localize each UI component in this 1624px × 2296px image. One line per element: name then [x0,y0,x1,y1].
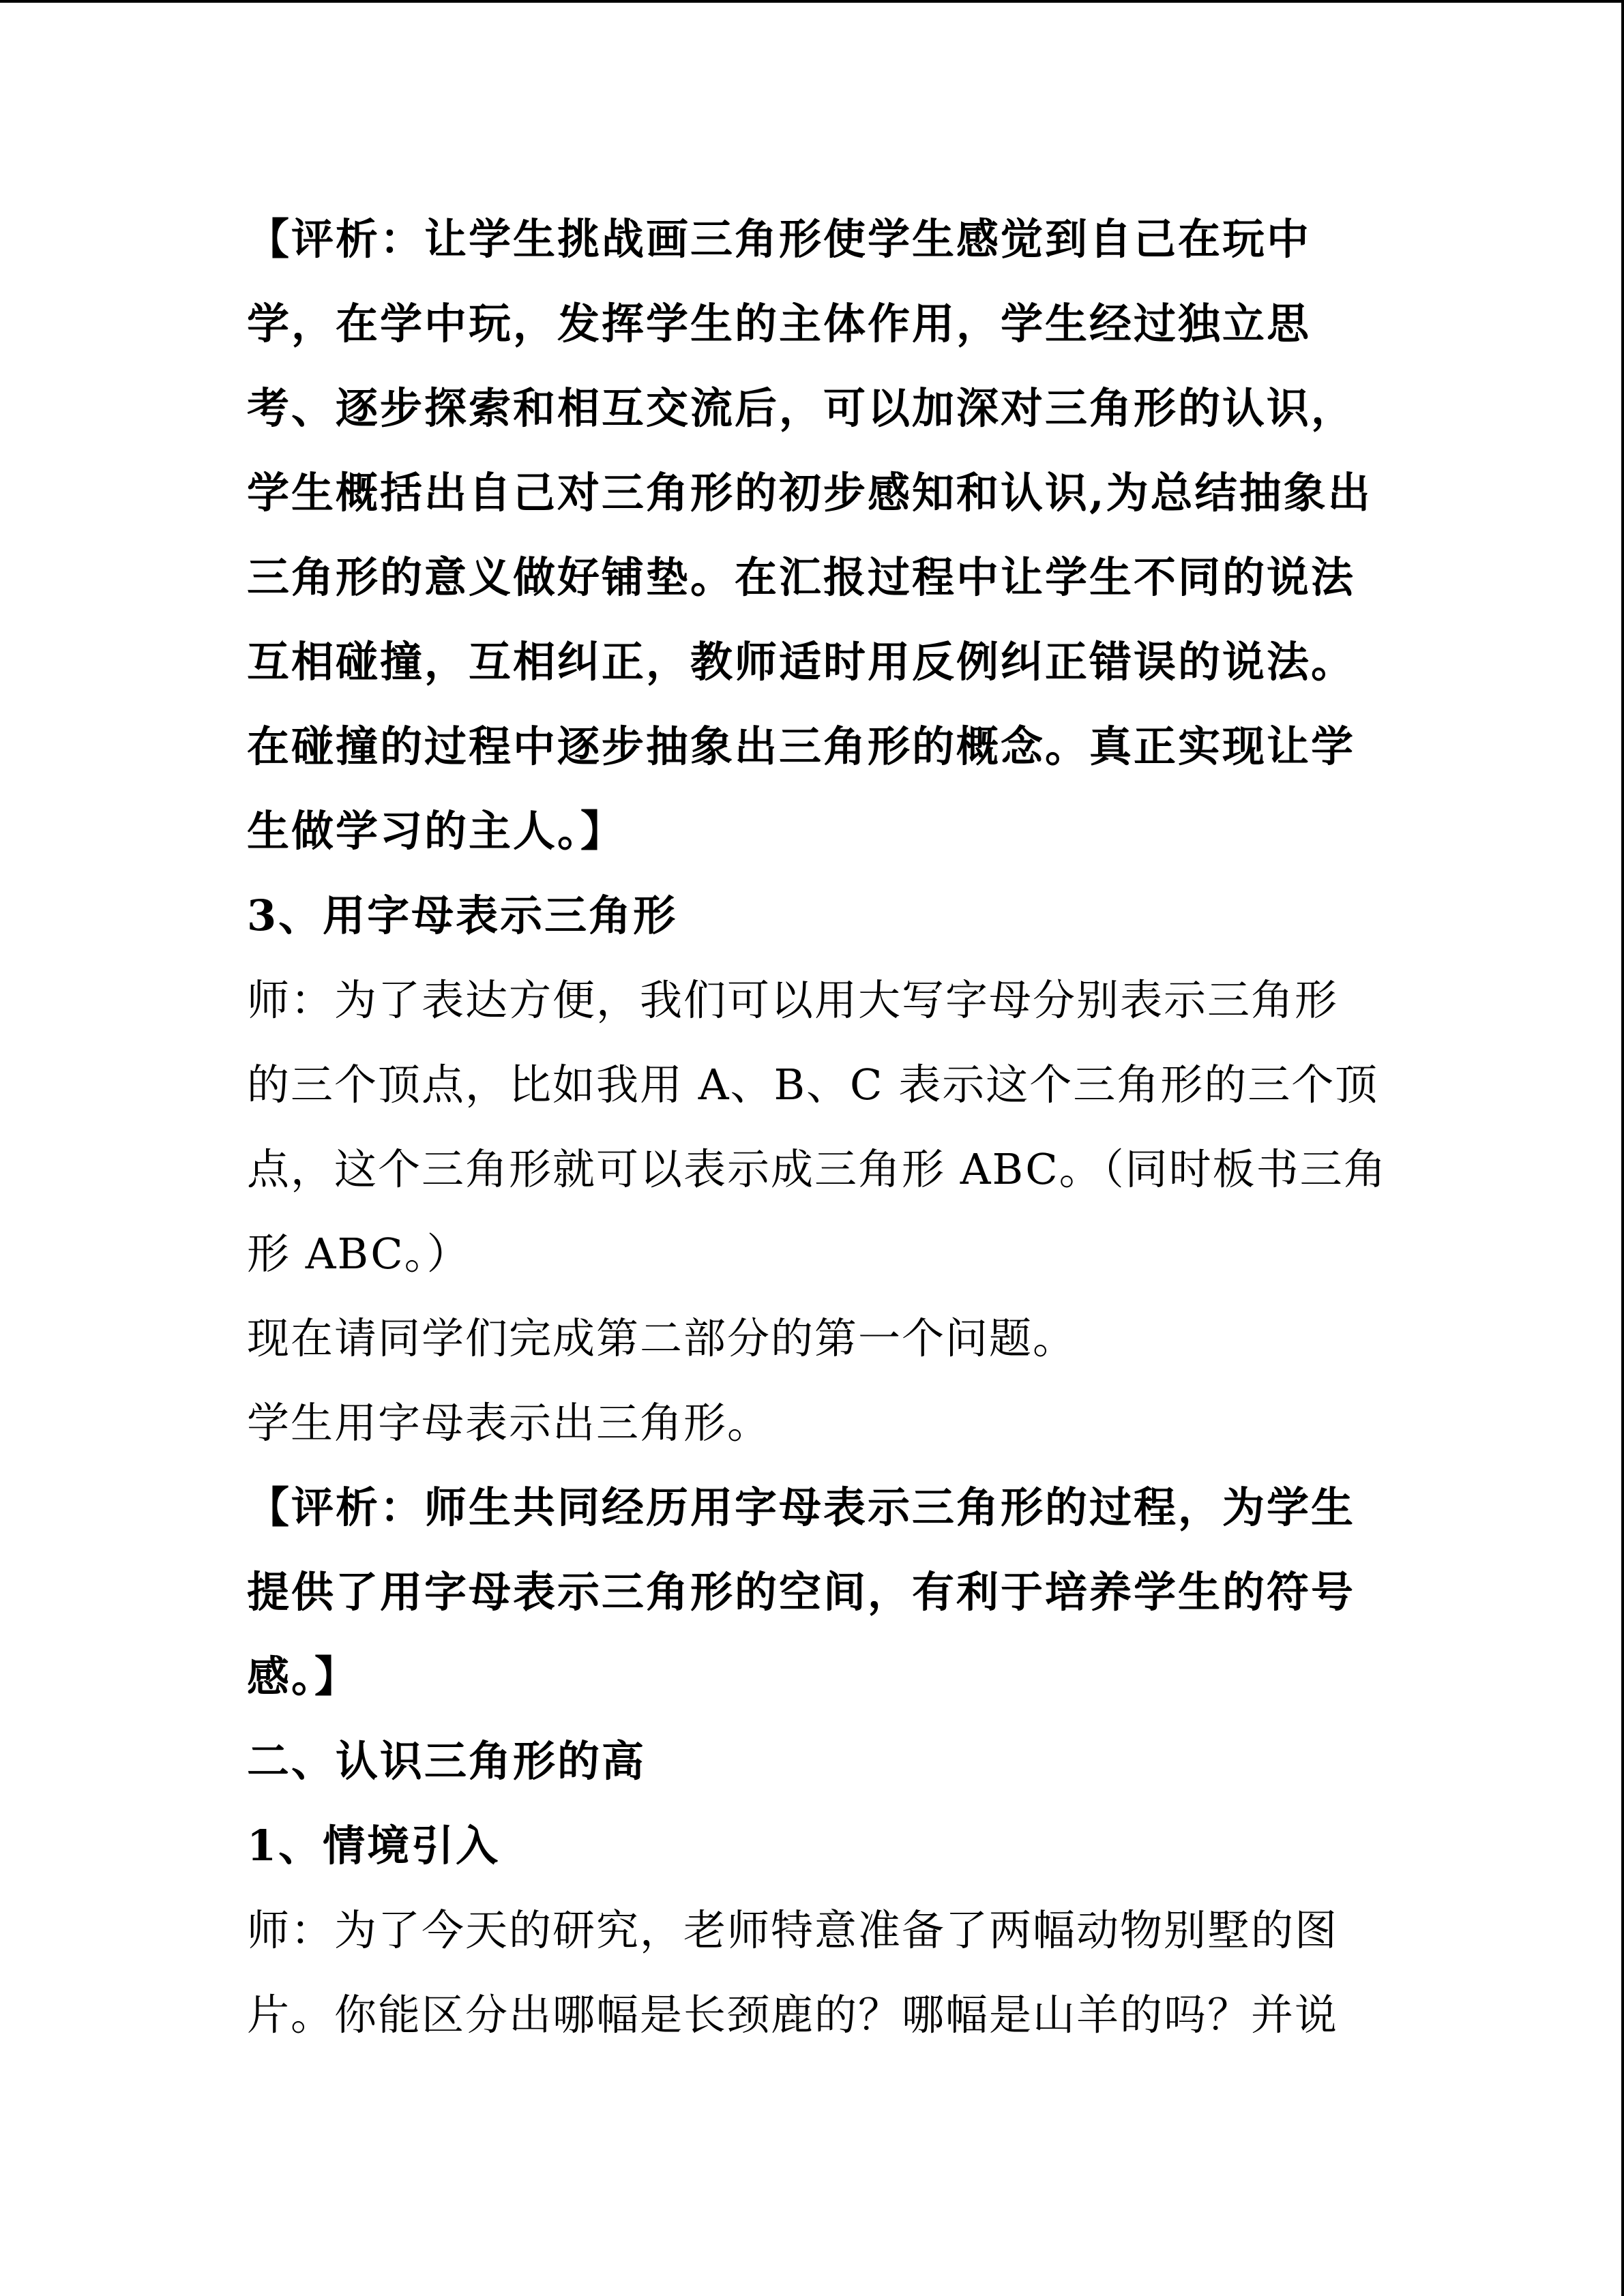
page-border-right [1621,0,1624,2296]
text-line: 生做学习的主人。】 [247,806,625,856]
section-heading: 3、用字母表示三角形 [247,891,678,940]
section-heading: 1、情境引入 [247,1821,501,1870]
text-line: 的三个顶点，比如我用 A、B、C 表示这个三角形的三个顶 [247,1060,1379,1109]
text-line: 点，这个三角形就可以表示成三角形 ABC。（同时板书三角 [247,1144,1387,1194]
text-line: 考、逐步探索和相互交流后，可以加深对三角形的认识， [247,383,1356,433]
text-line: 学生概括出自己对三角形的初步感知和认识,为总结抽象出 [247,468,1372,518]
text-line: 【评析：师生共同经历用字母表示三角形的过程，为学生 [247,1482,1356,1532]
text-line: 【评析：让学生挑战画三角形使学生感觉到自己在玩中 [247,214,1312,264]
text-line: 师：为了今天的研究，老师特意准备了两幅动物别墅的图 [247,1905,1339,1955]
section-heading: 二、认识三角形的高 [247,1736,647,1786]
text-line: 片。你能区分出哪幅是长颈鹿的？哪幅是山羊的吗？并说 [247,1990,1339,2040]
page-border-top [0,0,1624,3]
text-line: 形 ABC。） [247,1229,471,1279]
text-line: 提供了用字母表示三角形的空间，有利于培养学生的符号 [247,1567,1356,1617]
text-line: 学生用字母表示出三角形。 [247,1398,771,1448]
text-line: 互相碰撞，互相纠正，教师适时用反例纠正错误的说法。 [247,637,1356,687]
text-line: 感。】 [247,1652,359,1701]
text-line: 师：为了表达方便，我们可以用大写字母分别表示三角形 [247,975,1339,1025]
text-line: 现在请同学们完成第二部分的第一个问题。 [247,1313,1077,1363]
text-line: 在碰撞的过程中逐步抽象出三角形的概念。真正实现让学 [247,721,1356,771]
text-line: 三角形的意义做好铺垫。在汇报过程中让学生不同的说法 [247,552,1356,602]
text-line: 学，在学中玩，发挥学生的主体作用，学生经过独立思 [247,299,1312,348]
